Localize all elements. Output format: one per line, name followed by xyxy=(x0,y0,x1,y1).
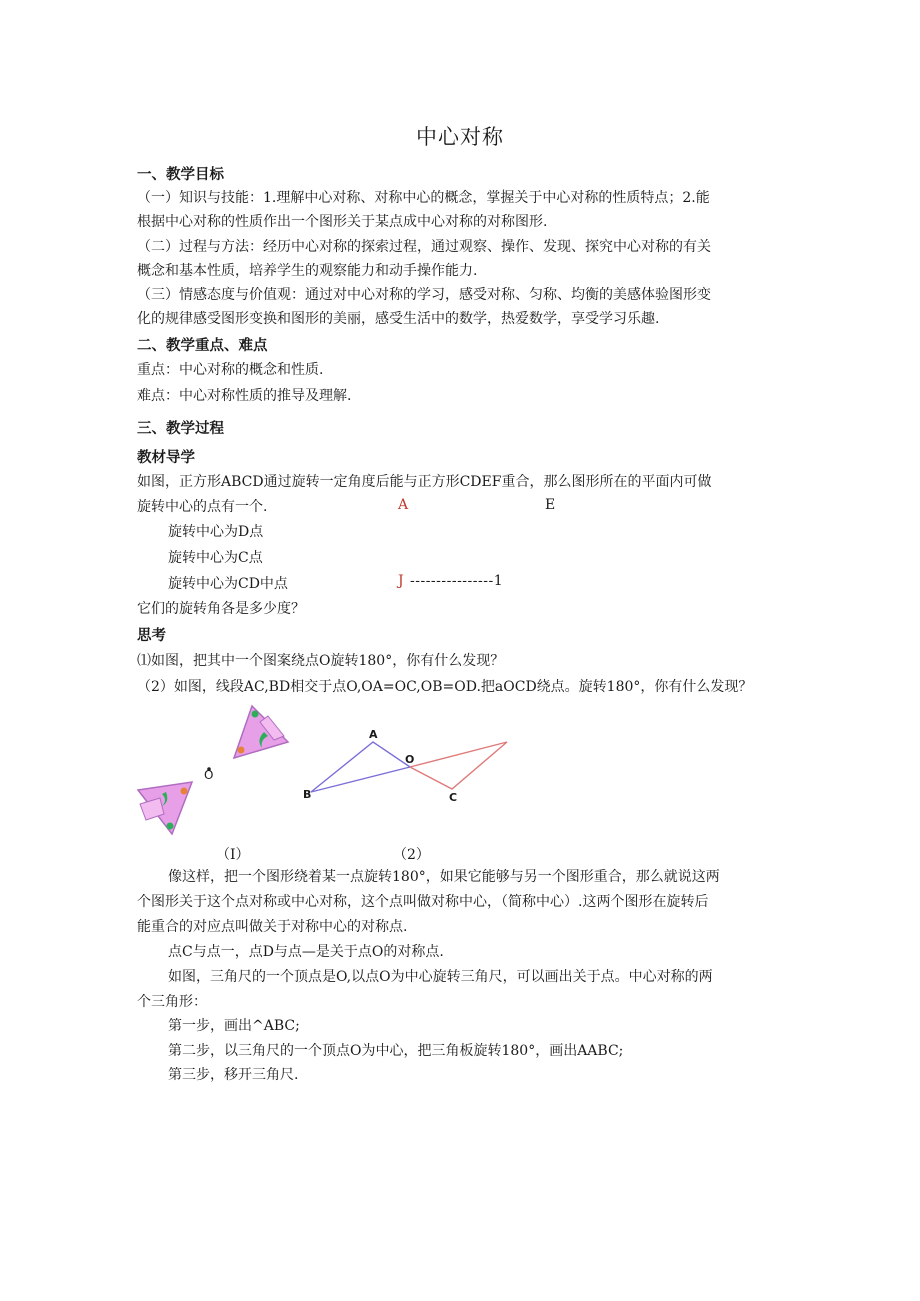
think-heading: 思考 xyxy=(137,628,166,644)
ruler-line-1: 如图，三角尺的一个顶点是O,以点O为中心旋转三角尺，可以画出关于点。中心对称的两 xyxy=(168,969,713,985)
objective-line-6: 化的规律感受图形变换和图形的美丽，感受生活中的数学，热爱数学，享受学习乐趣. xyxy=(137,311,660,327)
page-title: 中心对称 xyxy=(416,125,504,149)
symmetric-points-line: 点C与点一，点D与点—是关于点O的对称点. xyxy=(168,944,444,960)
triangle-top xyxy=(234,706,288,758)
objective-line-4: 概念和基本性质，培养学生的观察能力和动手操作能力. xyxy=(137,263,478,279)
objective-line-1: （一）知识与技能：1.理解中心对称、对称中心的概念，掌握关于中心对称的性质特点；2.能 xyxy=(137,190,710,206)
rotation-question: 它们的旋转角各是多少度？ xyxy=(137,601,305,617)
step-3: 第三步，移开三角尺. xyxy=(168,1067,299,1083)
fig1-point-label: O xyxy=(204,768,214,782)
section-heading-key-points: 二、教学重点、难点 xyxy=(137,338,268,354)
intro-line-1: 如图，正方形ABCD通过旋转一定角度后能与正方形CDEF重合，那么图形所在的平面内可做 xyxy=(137,474,712,490)
definition-line-1: 像这样，把一个图形绕着某一点旋转180°，如果它能够与另一个图形重合，那么就说这两 xyxy=(168,869,720,885)
objective-line-5: （三）情感态度与价值观：通过对中心对称的学习，感受对称、匀称、均衡的美感体验图形变 xyxy=(137,287,711,303)
fig2-label-b: B xyxy=(303,788,312,801)
step-2: 第二步，以三角尺的一个顶点O为中心，把三角板旋转180°，画出AABC; xyxy=(168,1043,624,1059)
option-1: 旋转中心为D点 xyxy=(168,524,264,540)
option-2: 旋转中心为C点 xyxy=(168,550,263,566)
figure-caption-2: （2） xyxy=(393,847,430,863)
objective-line-2: 根据中心对称的性质作出一个图形关于某点成中心对称的对称图形. xyxy=(137,214,548,230)
think-question-2: （2）如图，线段AC,BD相交于点O,OA=OC,OB=OD.把aOCD绕点。旋转180°，你有什么发现？ xyxy=(137,679,753,695)
subheading-textbook-guide: 教材导学 xyxy=(137,450,195,466)
objective-line-3: （二）过程与方法：经历中心对称的探索过程，通过观察、操作、发现、探究中心对称的有关 xyxy=(137,239,711,255)
definition-line-3: 能重合的对应点叫做关于对称中心的对称点. xyxy=(137,919,408,935)
ruler-line-2: 个三角形： xyxy=(137,994,207,1010)
label-a: A xyxy=(398,497,409,513)
figure-caption-1: （I） xyxy=(216,847,250,863)
label-j: J xyxy=(398,573,404,589)
think-question-1: ⑴如图，把其中一个图案绕点O旋转180°，你有什么发现？ xyxy=(137,653,505,669)
section-heading-process: 三、教学过程 xyxy=(137,421,224,437)
fig2-label-o: O xyxy=(405,753,415,766)
difficult-point: 难点：中心对称性质的推导及理解. xyxy=(137,388,352,404)
figure-1-triangles xyxy=(134,702,294,836)
key-point: 重点：中心对称的概念和性质. xyxy=(137,362,324,378)
fig2-label-a: A xyxy=(369,728,378,741)
section-heading-objectives: 一、教学目标 xyxy=(137,167,224,183)
option-3: 旋转中心为CD中点 xyxy=(168,576,288,592)
label-e: E xyxy=(545,497,556,513)
triangle-bottom xyxy=(138,782,192,834)
dashed-line-text: ----------------1 xyxy=(410,573,504,589)
step-1: 第一步，画出^ABC; xyxy=(168,1018,300,1034)
fig2-label-c: C xyxy=(449,791,458,804)
blue-triangle-lines xyxy=(311,742,410,792)
definition-line-2: 个图形关于这个点对称或中心对称，这个点叫做对称中心，（简称中心）.这两个图形在旋转后 xyxy=(137,894,709,910)
intro-line-2: 旋转中心的点有一个. xyxy=(137,499,268,515)
red-triangle-lines xyxy=(410,742,507,789)
